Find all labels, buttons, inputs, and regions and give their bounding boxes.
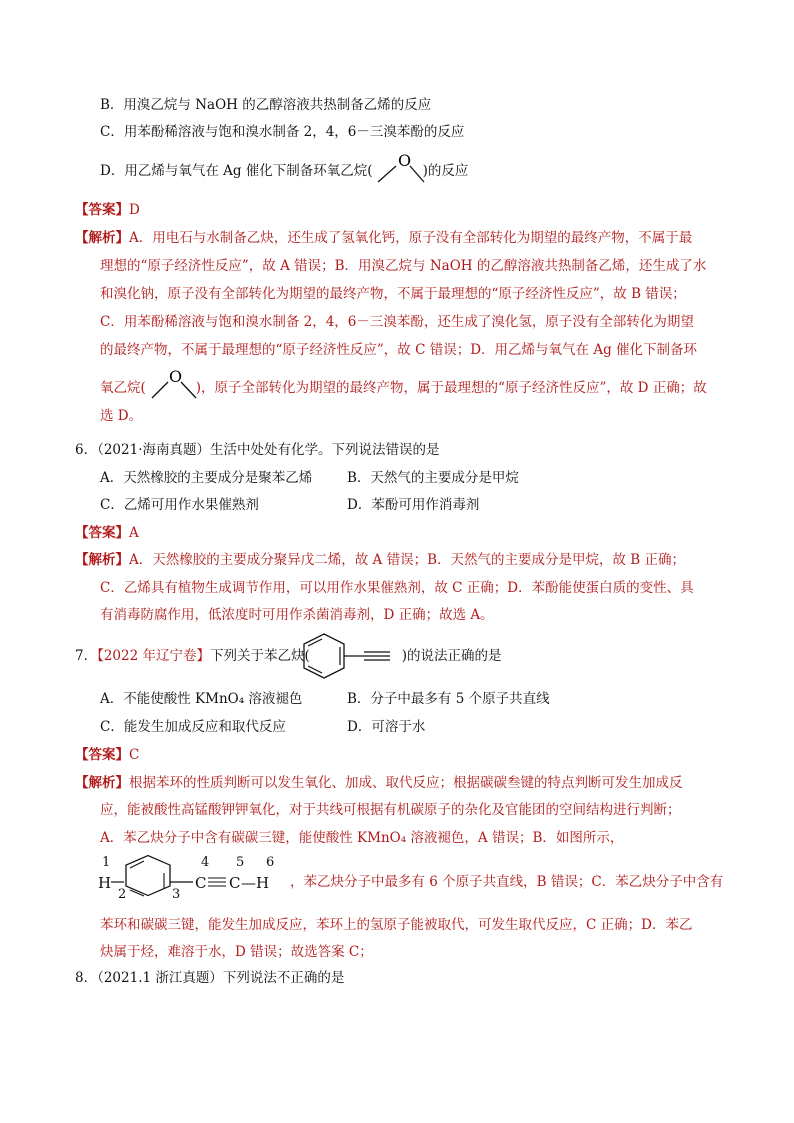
q7-source: 【2022 年辽宁卷】	[97, 648, 210, 664]
analysis-tag: 【解析】	[75, 230, 129, 246]
q6-analysis-line-3: 有消毒防腐作用，低浓度时可用作杀菌消毒剂，D 正确；故选 A。	[100, 607, 494, 623]
phenylacetylene-structure	[302, 630, 394, 686]
q7-option-b: B．分子中最多有 5 个原子共直线	[347, 691, 550, 707]
q7-analysis-line-1: 【解析】根据苯环的性质判断可以发生氧化、加成、取代反应；根据碳碳叁键的特点判断可发生加成反	[75, 775, 683, 791]
q8-stem: 8．（2021.1 浙江真题）下列说法不正确的是	[75, 970, 345, 986]
answer-value: D	[129, 202, 140, 218]
q6-option-c: C．乙烯可用作水果催熟剂	[100, 497, 259, 513]
svg-text:5: 5	[236, 855, 245, 870]
numbered-phenylacetylene	[98, 854, 288, 904]
svg-text:1: 1	[102, 855, 111, 870]
q7-answer-row: 【答案】C	[75, 747, 140, 763]
epoxide-o-label: O	[398, 151, 412, 170]
q6-analysis-line-1: 【解析】A．天然橡胶的主要成分聚异戊二烯，故 A 错误；B．天然气的主要成分是甲烷，故 B 正确；	[75, 552, 686, 568]
analysis-line-5: 的最终产物，不属于最理想的“原子经济性反应”，故 C 错误；D．用乙烯与氧气在 Ag 催化下制备环	[100, 342, 698, 358]
q7-analysis-line-6: 炔属于烃，难溶于水，D 错误；故选答案 C；	[100, 944, 373, 960]
answer-tag: 【答案】	[75, 202, 129, 218]
q7-analysis-line-2: 应，能被酸性高锰酸钾钾氧化，对于共线可根据有机碳原子的杂化及官能团的空间结构进行判断；	[100, 802, 681, 818]
epoxide-o-label-2: O	[169, 367, 183, 386]
option-c: C．用苯酚稀溶液与饱和溴水制备 2，4，6－三溴苯酚的反应	[100, 124, 465, 140]
analysis-line-2: 理想的“原子经济性反应”，故 A 错误；B．用溴乙烷与 NaOH 的乙醇溶液共热制备乙烯，还生成了水	[100, 258, 707, 274]
svg-text:3: 3	[172, 887, 181, 902]
svg-text:6: 6	[266, 855, 275, 870]
q6-option-b: B．天然气的主要成分是甲烷	[347, 470, 519, 486]
epoxide-structure-2	[150, 364, 200, 400]
q7-option-d: D．可溶于水	[347, 719, 426, 735]
q6-option-d: D．苯酚可用作消毒剂	[347, 497, 480, 513]
svg-text:H: H	[98, 874, 112, 892]
q6-answer-row: 【答案】A	[75, 525, 139, 541]
option-b: B．用溴乙烷与 NaOH 的乙醇溶液共热制备乙烯的反应	[100, 97, 432, 113]
answer-row	[75, 200, 140, 220]
svg-text:C: C	[195, 874, 207, 892]
q7-option-c: C．能发生加成反应和取代反应	[100, 719, 286, 735]
analysis-line-4: C．用苯酚稀溶液与饱和溴水制备 2，4，6－三溴苯酚，还生成了溴化氢，原子没有全部转化为期望	[100, 314, 694, 330]
option-d-post: )的反应	[422, 163, 469, 179]
svg-text:C: C	[229, 874, 241, 892]
q6-stem: 6．（2021·海南真题）生活中处处有化学。下列说法错误的是	[75, 442, 440, 458]
svg-text:2: 2	[118, 887, 127, 902]
q7-analysis-line-4: ，苯乙炔分子中最多有 6 个原子共直线，B 错误；C．苯乙炔分子中含有	[290, 874, 724, 890]
q7-analysis-line-3: A．苯乙炔分子中含有碳碳三键，能使酸性 KMnO₄ 溶液褪色，A 错误；B．如图所示，	[100, 830, 624, 846]
q7-option-a: A．不能使酸性 KMnO₄ 溶液褪色	[100, 691, 303, 707]
option-d-pre: D．用乙烯与氧气在 Ag 催化下制备环氧乙烷(	[100, 163, 373, 179]
q7-analysis-line-5: 苯环和碳碳三键，能发生加成反应，苯环上的氢原子能被取代，可发生取代反应，C 正确；D．苯乙	[100, 917, 693, 933]
analysis-line-7: 选 D。	[100, 408, 143, 424]
analysis-line-3: 和溴化钠，原子没有全部转化为期望的最终产物，不属于最理想的“原子经济性反应”，故 B 错误；	[100, 286, 686, 302]
q7-stem: 7．【2022 年辽宁卷】下列关于苯乙炔( )的说法正确的是	[75, 648, 502, 664]
analysis-line-6: 氧乙烷( )，原子全部转化为期望的最终产物，属于最理想的“原子经济性反应”，故 D 正确；故	[100, 380, 707, 396]
q6-analysis-line-2: C．乙烯具有植物生成调节作用，可以用作水果催熟剂，故 C 正确；D．苯酚能使蛋白质的变性、具	[100, 580, 694, 596]
analysis-line-1: 【解析】A．用电石与水制备乙炔，还生成了氢氧化钙，原子没有全部转化为期望的最终产物，不属于最	[75, 230, 693, 246]
svg-text:—H: —H	[241, 874, 270, 892]
epoxide-structure	[376, 148, 426, 184]
svg-text:4: 4	[201, 855, 210, 870]
q6-option-a: A．天然橡胶的主要成分是聚苯乙烯	[100, 470, 313, 486]
